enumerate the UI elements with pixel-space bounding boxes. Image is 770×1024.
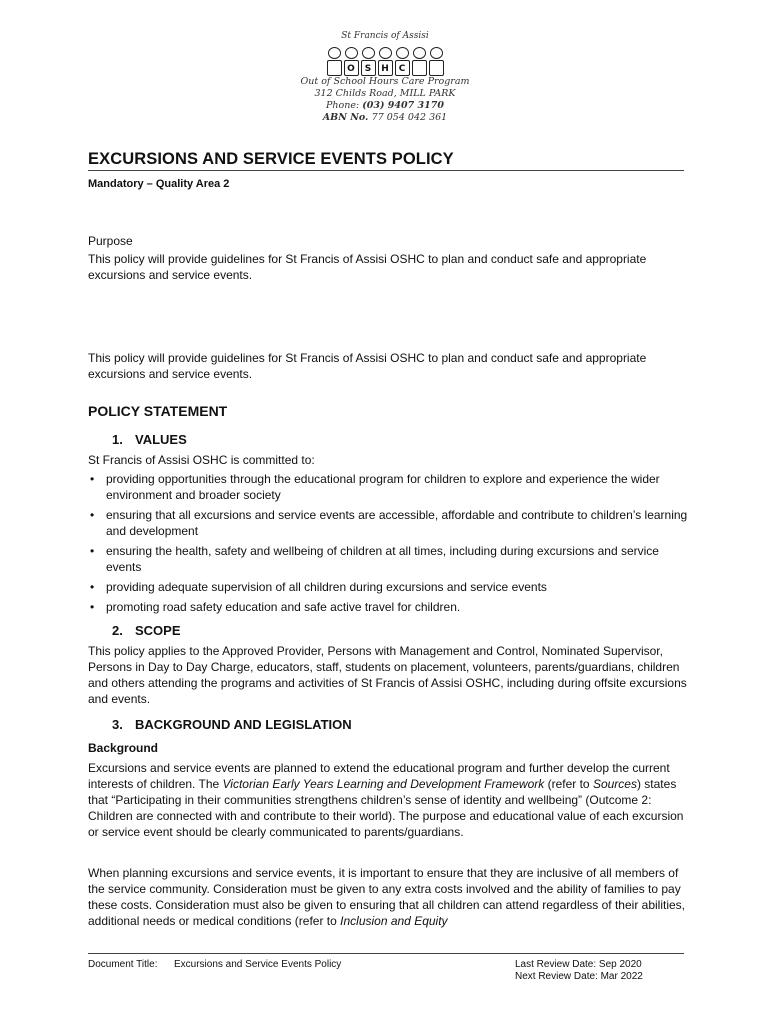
- child-figure-icon: [429, 47, 444, 76]
- oshc-logo: [250, 44, 520, 76]
- purpose-label: Purpose: [88, 234, 133, 248]
- background-paragraph-1: Excursions and service events are planned to extend the educational program and further develop the current interests of children. The Victorian Early Years Learning and Development Framework (refer to Sources) states that “Participating in their communities strengthens children’s sense of identity and wellbeing” (Outcome 2: Children are connected with and contribute to their world). The purpose and educational value of each excursion or service event should be clearly communicated to parents/guardians.: [88, 761, 684, 839]
- child-figure-icon: [412, 47, 427, 76]
- org-script-name: St Francis of Assisi: [341, 31, 429, 41]
- policy-statement-heading: POLICY STATEMENT: [88, 403, 228, 419]
- letterhead-program: Out of School Hours Care Program: [300, 76, 470, 87]
- title-divider: [88, 170, 684, 171]
- child-figure-icon: S: [361, 47, 376, 76]
- background-heading: 3. BACKGROUND AND LEGISLATION: [112, 717, 352, 732]
- background-paragraph-2: When planning excursions and service events, it is important to ensure that they are inclusive of all members of the service community. Consideration must be given to any extra costs involved and the ability of families to pay these costs. Consideration must also be given to ensuring that all children can attend regardless of their abilities, additional needs or medical conditions (refer to Inclusion and Equity: [88, 866, 685, 928]
- page-title: EXCURSIONS AND SERVICE EVENTS POLICY: [88, 150, 454, 168]
- child-figure-icon: H: [378, 47, 393, 76]
- list-item: • providing adequate supervision of all children during excursions and service events: [90, 580, 547, 594]
- last-review-date: Last Review Date: Sep 2020: [515, 959, 642, 970]
- values-list: [88, 471, 688, 619]
- letterhead: [250, 30, 520, 124]
- list-item: • ensuring that all excursions and service events are accessible, affordable and contribute to children’s learning and development: [90, 508, 688, 538]
- bullet-icon: •: [90, 600, 95, 614]
- child-figure-icon: C: [395, 47, 410, 76]
- values-intro: St Francis of Assisi OSHC is committed to:: [88, 453, 315, 467]
- list-item: • promoting road safety education and safe active travel for children.: [90, 600, 461, 614]
- bullet-icon: •: [90, 580, 95, 594]
- footer-divider: [88, 953, 684, 954]
- bullet-icon: •: [90, 508, 95, 522]
- scope-heading: 2. SCOPE: [112, 623, 181, 638]
- letterhead-address: 312 Childs Road, MILL PARK: [314, 88, 456, 99]
- letterhead-abn: ABN No. 77 054 042 361: [322, 112, 448, 123]
- purpose-text-repeat: This policy will provide guidelines for St Francis of Assisi OSHC to plan and conduct safe and appropriate excursions and service events.: [88, 351, 647, 381]
- values-heading: 1. VALUES: [112, 432, 187, 447]
- footer-review-dates: [515, 959, 643, 983]
- bullet-icon: •: [90, 472, 95, 486]
- purpose-text: This policy will provide guidelines for St Francis of Assisi OSHC to plan and conduct safe and appropriate excursions and service events.: [88, 252, 647, 282]
- background-label: Background: [88, 741, 159, 755]
- page-subtitle: Mandatory – Quality Area 2: [88, 178, 230, 190]
- bullet-icon: •: [90, 544, 95, 558]
- list-item: • providing opportunities through the educational program for children to explore and experience the wider environment and broader society: [90, 472, 660, 502]
- list-item: • ensuring the health, safety and wellbeing of children at all times, including during excursions and service events: [90, 544, 659, 574]
- child-figure-icon: O: [344, 47, 359, 76]
- scope-text: This policy applies to the Approved Provider, Persons with Management and Control, Nominated Supervisor, Persons in Day to Day Charge, educators, staff, students on placement, volunteers, parents/guardians, children and others attending the programs and activities of St Francis of Assisi OSHC, including during offsite excursions and events.: [88, 644, 687, 706]
- footer-document-title: Document Title: Excursions and Service Events Policy: [88, 959, 342, 970]
- next-review-date: Next Review Date: Mar 2022: [515, 971, 643, 982]
- letterhead-phone: Phone: (03) 9407 3170: [326, 100, 444, 111]
- child-figure-icon: [327, 47, 342, 76]
